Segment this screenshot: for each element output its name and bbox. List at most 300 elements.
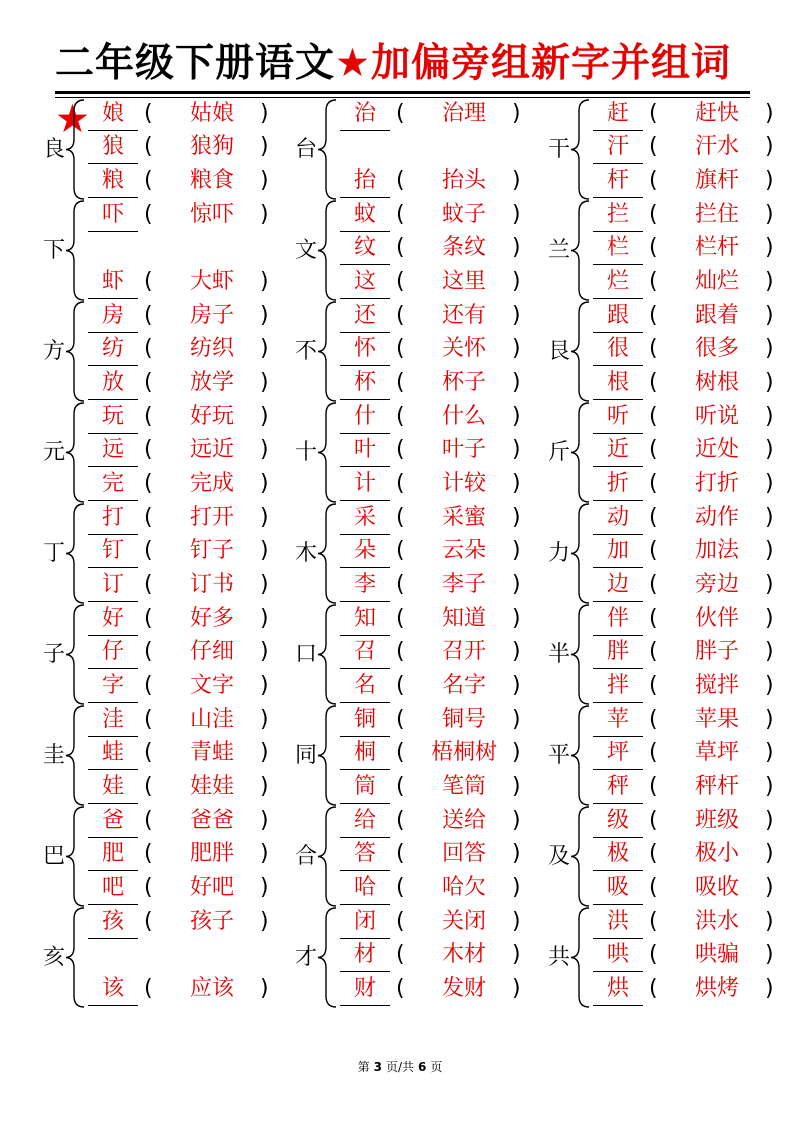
paren-open: ( <box>396 538 405 563</box>
brace-icon <box>569 604 591 705</box>
radical-group <box>292 301 542 402</box>
brace-icon <box>569 301 591 402</box>
paren-open: ( <box>649 370 658 395</box>
paren-close: ) <box>512 673 521 698</box>
base-character: 不 <box>294 339 317 364</box>
new-character: 桐 <box>353 740 376 765</box>
word-row <box>88 132 298 166</box>
compound-word: 加法 <box>694 538 739 563</box>
paren-close: ) <box>260 572 269 597</box>
brace-icon <box>64 301 86 402</box>
paren-close: ) <box>765 336 774 361</box>
answer-underline <box>88 298 138 299</box>
paren-close: ) <box>765 606 774 631</box>
paren-close: ) <box>260 134 269 159</box>
radical-group <box>545 907 795 1008</box>
compound-word: 纺织 <box>189 336 234 361</box>
paren-open: ( <box>396 841 405 866</box>
paren-open: ( <box>649 269 658 294</box>
word-row <box>340 907 550 941</box>
paren-close: ) <box>765 841 774 866</box>
paren-open: ( <box>649 134 658 159</box>
paren-open: ( <box>649 841 658 866</box>
new-character: 答 <box>353 841 376 866</box>
paren-open: ( <box>144 606 153 631</box>
brace-icon <box>316 99 338 200</box>
paren-close: ) <box>765 101 774 126</box>
answer-underline <box>593 399 643 400</box>
new-character: 坪 <box>606 740 629 765</box>
paren-open: ( <box>396 606 405 631</box>
base-character: 平 <box>547 743 570 768</box>
paren-open: ( <box>144 269 153 294</box>
brace-icon <box>316 200 338 301</box>
brace-icon <box>569 402 591 503</box>
paren-close: ) <box>260 875 269 900</box>
radical-group <box>545 705 795 806</box>
paren-open: ( <box>396 740 405 765</box>
new-character: 赶 <box>606 101 629 126</box>
new-character: 铜 <box>353 707 376 732</box>
new-character: 字 <box>101 673 124 698</box>
word-row <box>340 604 550 638</box>
paren-close: ) <box>260 673 269 698</box>
brace-icon <box>64 604 86 705</box>
paren-open: ( <box>144 976 153 1001</box>
brace-icon <box>569 705 591 806</box>
answer-underline <box>340 1005 390 1006</box>
paren-open: ( <box>144 303 153 328</box>
compound-word: 姑娘 <box>189 101 234 126</box>
paren-open: ( <box>144 639 153 664</box>
new-character: 怀 <box>353 336 376 361</box>
paren-close: ) <box>512 505 521 530</box>
paren-close: ) <box>765 740 774 765</box>
base-character: 干 <box>547 137 570 162</box>
new-character: 苹 <box>606 707 629 732</box>
word-row <box>593 772 800 806</box>
paren-close: ) <box>765 538 774 563</box>
answer-underline <box>88 567 138 568</box>
word-row <box>340 839 550 873</box>
answer-underline <box>340 601 390 602</box>
answer-underline <box>593 870 643 871</box>
new-character: 秤 <box>606 774 629 799</box>
radical-group <box>545 806 795 907</box>
word-row <box>340 503 550 537</box>
answer-underline <box>340 231 390 232</box>
paren-close: ) <box>765 808 774 833</box>
new-character: 加 <box>606 538 629 563</box>
new-character: 跟 <box>606 303 629 328</box>
paren-close: ) <box>765 639 774 664</box>
compound-word: 杯子 <box>441 370 486 395</box>
paren-open: ( <box>396 808 405 833</box>
radical-group <box>292 907 542 1008</box>
radical-group <box>545 200 795 301</box>
paren-open: ( <box>649 673 658 698</box>
paren-close: ) <box>260 909 269 934</box>
compound-word: 苹果 <box>694 707 739 732</box>
new-character: 洼 <box>101 707 124 732</box>
paren-close: ) <box>260 505 269 530</box>
answer-underline <box>340 635 390 636</box>
answer-underline <box>340 399 390 400</box>
compound-word: 召开 <box>441 639 486 664</box>
word-row <box>88 907 298 941</box>
paren-close: ) <box>260 774 269 799</box>
compound-word: 送给 <box>441 808 486 833</box>
answer-underline <box>88 231 138 232</box>
new-character: 知 <box>353 606 376 631</box>
word-row <box>340 402 550 436</box>
paren-open: ( <box>144 471 153 496</box>
paren-open: ( <box>144 168 153 193</box>
paren-close: ) <box>512 101 521 126</box>
title-rule-thick <box>55 91 750 94</box>
answer-underline <box>593 466 643 467</box>
compound-word: 胖子 <box>694 639 739 664</box>
word-row <box>340 974 550 1008</box>
new-character: 筒 <box>353 774 376 799</box>
compound-word: 应该 <box>189 976 234 1001</box>
answer-underline <box>88 332 138 333</box>
answer-underline <box>593 567 643 568</box>
paren-close: ) <box>260 168 269 193</box>
word-row <box>88 267 298 301</box>
paren-open: ( <box>144 538 153 563</box>
word-row <box>88 200 298 234</box>
paren-open: ( <box>396 673 405 698</box>
compound-word: 回答 <box>441 841 486 866</box>
paren-close: ) <box>260 336 269 361</box>
word-row <box>593 806 800 840</box>
answer-underline <box>593 264 643 265</box>
radical-group <box>40 402 290 503</box>
word-row <box>593 301 800 335</box>
compound-word: 草坪 <box>694 740 739 765</box>
base-character: 口 <box>294 642 317 667</box>
answer-underline <box>593 904 643 905</box>
compound-word: 秤杆 <box>694 774 739 799</box>
paren-open: ( <box>649 942 658 967</box>
word-row <box>340 873 550 907</box>
word-row <box>340 637 550 671</box>
compound-word: 知道 <box>441 606 486 631</box>
new-character: 烘 <box>606 976 629 1001</box>
paren-open: ( <box>649 202 658 227</box>
new-character: 还 <box>353 303 376 328</box>
paren-close: ) <box>512 235 521 260</box>
paren-open: ( <box>144 572 153 597</box>
paren-open: ( <box>396 639 405 664</box>
new-character: 材 <box>353 942 376 967</box>
compound-word: 极小 <box>694 841 739 866</box>
new-character: 纹 <box>353 235 376 260</box>
paren-close: ) <box>512 572 521 597</box>
answer-underline <box>593 635 643 636</box>
word-row <box>88 772 298 806</box>
word-row <box>340 806 550 840</box>
word-row <box>340 940 550 974</box>
radical-group <box>545 301 795 402</box>
word-row <box>340 200 550 234</box>
new-character: 李 <box>353 572 376 597</box>
answer-underline <box>88 163 138 164</box>
compound-word: 烘烤 <box>694 976 739 1001</box>
answer-underline <box>593 433 643 434</box>
paren-open: ( <box>649 808 658 833</box>
paren-open: ( <box>396 505 405 530</box>
radical-group <box>40 705 290 806</box>
brace-icon <box>64 503 86 604</box>
new-character: 极 <box>606 841 629 866</box>
word-row <box>593 738 800 772</box>
new-character: 听 <box>606 404 629 429</box>
paren-open: ( <box>649 774 658 799</box>
paren-close: ) <box>512 639 521 664</box>
paren-close: ) <box>765 572 774 597</box>
word-row <box>340 469 550 503</box>
base-character: 下 <box>42 238 65 263</box>
answer-underline <box>88 433 138 434</box>
word-row <box>593 233 800 267</box>
new-character: 蚊 <box>353 202 376 227</box>
paren-close: ) <box>512 404 521 429</box>
radical-group <box>292 503 542 604</box>
compound-word: 粮食 <box>189 168 234 193</box>
new-character: 近 <box>606 437 629 462</box>
answer-underline <box>340 837 390 838</box>
compound-word: 钉子 <box>189 538 234 563</box>
compound-word: 订书 <box>189 572 234 597</box>
word-row <box>593 503 800 537</box>
paren-open: ( <box>396 976 405 1001</box>
brace-icon <box>316 806 338 907</box>
paren-open: ( <box>396 202 405 227</box>
compound-word: 爸爸 <box>189 808 234 833</box>
brace-icon <box>569 806 591 907</box>
paren-close: ) <box>765 942 774 967</box>
paren-open: ( <box>396 168 405 193</box>
compound-word: 完成 <box>189 471 234 496</box>
paren-close: ) <box>765 673 774 698</box>
paren-close: ) <box>512 370 521 395</box>
new-character: 娃 <box>101 774 124 799</box>
answer-underline <box>340 534 390 535</box>
word-row <box>593 974 800 1008</box>
paren-close: ) <box>512 437 521 462</box>
new-character: 肥 <box>101 841 124 866</box>
brace-icon <box>316 402 338 503</box>
new-character: 很 <box>606 336 629 361</box>
new-character: 放 <box>101 370 124 395</box>
answer-underline <box>88 938 138 939</box>
answer-underline <box>340 567 390 568</box>
compound-word: 孩子 <box>189 909 234 934</box>
answer-underline <box>593 702 643 703</box>
word-row <box>88 166 298 200</box>
base-character: 斤 <box>547 440 570 465</box>
compound-word: 栏杆 <box>694 235 739 260</box>
answer-underline <box>340 264 390 265</box>
compound-word: 狼狗 <box>189 134 234 159</box>
paren-close: ) <box>765 134 774 159</box>
compound-word: 这里 <box>441 269 486 294</box>
answer-underline <box>340 904 390 905</box>
paren-close: ) <box>260 976 269 1001</box>
compound-word: 笔筒 <box>441 774 486 799</box>
footer-page-number: 3 <box>373 1060 382 1074</box>
paren-close: ) <box>260 740 269 765</box>
word-row <box>88 671 298 705</box>
paren-close: ) <box>765 370 774 395</box>
base-character: 巴 <box>42 844 65 869</box>
compound-word: 伙伴 <box>694 606 739 631</box>
answer-underline <box>593 803 643 804</box>
base-character: 方 <box>42 339 65 364</box>
paren-open: ( <box>396 909 405 934</box>
answer-underline <box>340 971 390 972</box>
paren-open: ( <box>144 134 153 159</box>
word-row <box>88 99 298 133</box>
paren-open: ( <box>649 303 658 328</box>
new-character: 栏 <box>606 235 629 260</box>
paren-close: ) <box>260 101 269 126</box>
compound-word: 好多 <box>189 606 234 631</box>
compound-word: 拦住 <box>694 202 739 227</box>
base-character: 子 <box>42 642 65 667</box>
paren-open: ( <box>396 101 405 126</box>
paren-open: ( <box>144 404 153 429</box>
answer-underline <box>88 365 138 366</box>
radical-group <box>40 200 290 301</box>
new-character: 叶 <box>353 437 376 462</box>
new-character: 给 <box>353 808 376 833</box>
base-character: 元 <box>42 440 65 465</box>
new-character: 吸 <box>606 875 629 900</box>
paren-open: ( <box>396 471 405 496</box>
brace-icon <box>316 705 338 806</box>
compound-word: 娃娃 <box>189 774 234 799</box>
word-row <box>340 435 550 469</box>
footer-total-pages: 6 <box>418 1060 427 1074</box>
compound-word: 房子 <box>189 303 234 328</box>
compound-word: 吸收 <box>694 875 739 900</box>
radical-group <box>292 200 542 301</box>
radical-group <box>40 301 290 402</box>
word-row <box>88 334 298 368</box>
paren-close: ) <box>765 437 774 462</box>
word-row <box>340 334 550 368</box>
word-row <box>88 705 298 739</box>
paren-close: ) <box>260 404 269 429</box>
word-row <box>593 873 800 907</box>
compound-word: 治理 <box>441 101 486 126</box>
answer-underline <box>340 197 390 198</box>
new-character: 折 <box>606 471 629 496</box>
new-character: 计 <box>353 471 376 496</box>
radical-group <box>40 604 290 705</box>
paren-open: ( <box>144 909 153 934</box>
compound-word: 山洼 <box>189 707 234 732</box>
answer-underline <box>88 702 138 703</box>
answer-underline <box>593 837 643 838</box>
paren-close: ) <box>765 976 774 1001</box>
base-character: 台 <box>294 137 317 162</box>
word-row <box>88 974 298 1008</box>
word-row <box>340 570 550 604</box>
answer-underline <box>340 130 390 131</box>
paren-open: ( <box>144 437 153 462</box>
compound-word: 灿烂 <box>694 269 739 294</box>
compound-word: 计较 <box>441 471 486 496</box>
word-row <box>88 738 298 772</box>
paren-open: ( <box>649 101 658 126</box>
paren-open: ( <box>649 875 658 900</box>
base-character: 共 <box>547 945 570 970</box>
paren-close: ) <box>765 269 774 294</box>
compound-word: 很多 <box>694 336 739 361</box>
paren-open: ( <box>649 168 658 193</box>
answer-underline <box>593 601 643 602</box>
paren-close: ) <box>765 235 774 260</box>
paren-close: ) <box>765 707 774 732</box>
base-character: 及 <box>547 844 570 869</box>
paren-close: ) <box>260 639 269 664</box>
page-footer <box>0 1058 800 1075</box>
new-character: 蛙 <box>101 740 124 765</box>
base-character: 半 <box>547 642 570 667</box>
paren-open: ( <box>144 774 153 799</box>
answer-underline <box>340 870 390 871</box>
paren-close: ) <box>512 471 521 496</box>
word-row <box>340 772 550 806</box>
paren-close: ) <box>260 303 269 328</box>
paren-close: ) <box>512 168 521 193</box>
answer-underline <box>88 904 138 905</box>
paren-close: ) <box>512 606 521 631</box>
paren-open: ( <box>144 841 153 866</box>
paren-open: ( <box>396 269 405 294</box>
paren-close: ) <box>260 202 269 227</box>
compound-word: 惊吓 <box>189 202 234 227</box>
compound-word: 跟着 <box>694 303 739 328</box>
new-character: 房 <box>101 303 124 328</box>
word-row <box>88 570 298 604</box>
answer-underline <box>593 736 643 737</box>
word-row <box>593 267 800 301</box>
new-character: 烂 <box>606 269 629 294</box>
new-character: 吓 <box>101 202 124 227</box>
paren-open: ( <box>649 336 658 361</box>
answer-underline <box>340 769 390 770</box>
answer-underline <box>593 332 643 333</box>
answer-underline <box>593 1005 643 1006</box>
word-row <box>593 402 800 436</box>
base-character: 木 <box>294 541 317 566</box>
paren-close: ) <box>512 942 521 967</box>
compound-word: 汗水 <box>694 134 739 159</box>
word-row <box>340 233 550 267</box>
footer-middle: 页/共 <box>385 1060 415 1074</box>
paren-close: ) <box>512 774 521 799</box>
paren-open: ( <box>649 404 658 429</box>
compound-word: 李子 <box>441 572 486 597</box>
paren-open: ( <box>144 673 153 698</box>
paren-open: ( <box>649 471 658 496</box>
word-row <box>593 166 800 200</box>
